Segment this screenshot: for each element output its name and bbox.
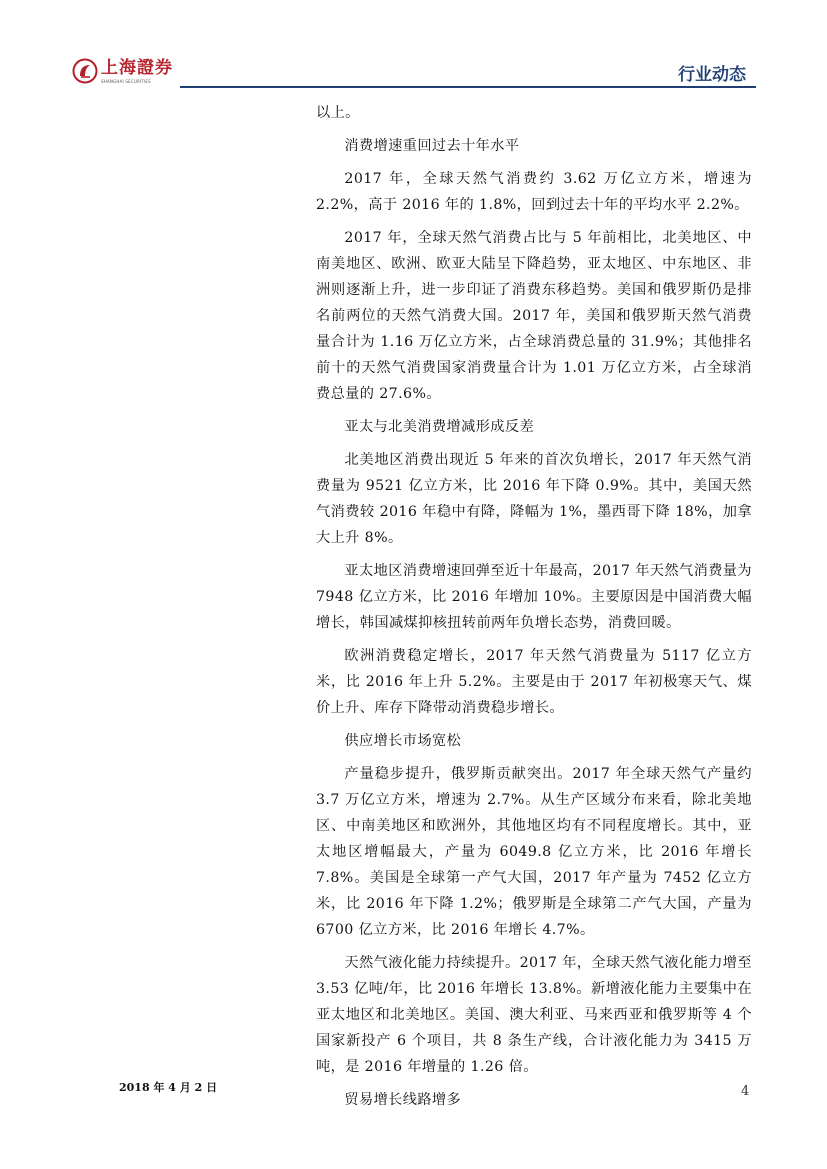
- body-text: [316, 100, 752, 1113]
- paragraph: 北美地区消费出现近 5 年来的首次负增长，2017 年天然气消费量为 9521 亿立方米，比 2016 年下降 0.9%。其中，美国天然气消费较 2016 年稳中有降，降幅为 1%，墨西哥下降 18%，加拿大上升 8%。: [316, 452, 752, 546]
- header-divider: [180, 86, 756, 88]
- section-label: 行业动态: [678, 65, 746, 85]
- page-header: [0, 0, 827, 100]
- report-date: 2018 年 4 月 2 日: [119, 1081, 218, 1094]
- logo-subtitle: SHANGHAI SECURITIES: [101, 79, 151, 84]
- company-logo: [72, 58, 173, 84]
- logo-wordmark: 上海證券: [101, 58, 173, 78]
- company-logo-icon: [72, 58, 98, 84]
- paragraph: 天然气液化能力持续提升。2017 年，全球天然气液化能力增至 3.53 亿吨/年，比 2016 年增长 13.8%。新增液化能力主要集中在亚太地区和北美地区。美国、澳大利亚、马来西亚和俄罗斯等 4 个国家新投产 6 个项目，共 8 条生产线，合计液化能力为 3415 万吨，是 2016 年增量的 1.26 倍。: [316, 955, 752, 1075]
- paragraph: 以上。: [316, 105, 360, 121]
- paragraph: 亚太地区消费增速回弹至近十年最高，2017 年天然气消费量为 7948 亿立方米，比 2016 年增加 10%。主要原因是中国消费大幅增长，韩国减煤抑核扭转前两年负增长态势，消费回暖。: [316, 563, 752, 631]
- subheading: 贸易增长线路增多: [344, 1092, 462, 1108]
- subheading: 亚太与北美消费增减形成反差: [344, 419, 535, 435]
- subheading: 供应增长市场宽松: [344, 733, 462, 749]
- paragraph: 产量稳步提升，俄罗斯贡献突出。2017 年全球天然气产量约 3.7 万亿立方米，增速为 2.7%。从生产区域分布来看，除北美地区、中南美地区和欧洲外，其他地区均有不同程度增长。其中，亚太地区增幅最大，产量为 6049.8 亿立方米，比 2016 年增长 7.8%。美国是全球第一产气大国，2017 年产量为 7452 亿立方米，比 2016 年下降 1.2%；俄罗斯是全球第二产气大国，产量为 6700 亿立方米，比 2016 年增长 4.7%。: [316, 766, 752, 938]
- page-number: 4: [741, 1084, 750, 1099]
- paragraph: 欧洲消费稳定增长，2017 年天然气消费量为 5117 亿立方米，比 2016 年上升 5.2%。主要是由于 2017 年初极寒天气、煤价上升、库存下降带动消费稳步增长。: [316, 648, 752, 716]
- paragraph: 2017 年，全球天然气消费占比与 5 年前相比，北美地区、中南美地区、欧洲、欧亚大陆呈下降趋势，亚太地区、中东地区、非洲则逐渐上升，进一步印证了消费东移趋势。美国和俄罗斯仍是排名前两位的天然气消费大国。2017 年，美国和俄罗斯天然气消费量合计为 1.16 万亿立方米，占全球消费总量的 31.9%；其他排名前十的天然气消费国家消费量合计为 1.01 万亿立方米，占全球消费总量的 27.6%。: [316, 230, 752, 402]
- subheading: 消费增速重回过去十年水平: [344, 138, 520, 154]
- paragraph: 2017 年，全球天然气消费约 3.62 万亿立方米，增速为 2.2%，高于 2016 年的 1.8%，回到过去十年的平均水平 2.2%。: [316, 171, 752, 213]
